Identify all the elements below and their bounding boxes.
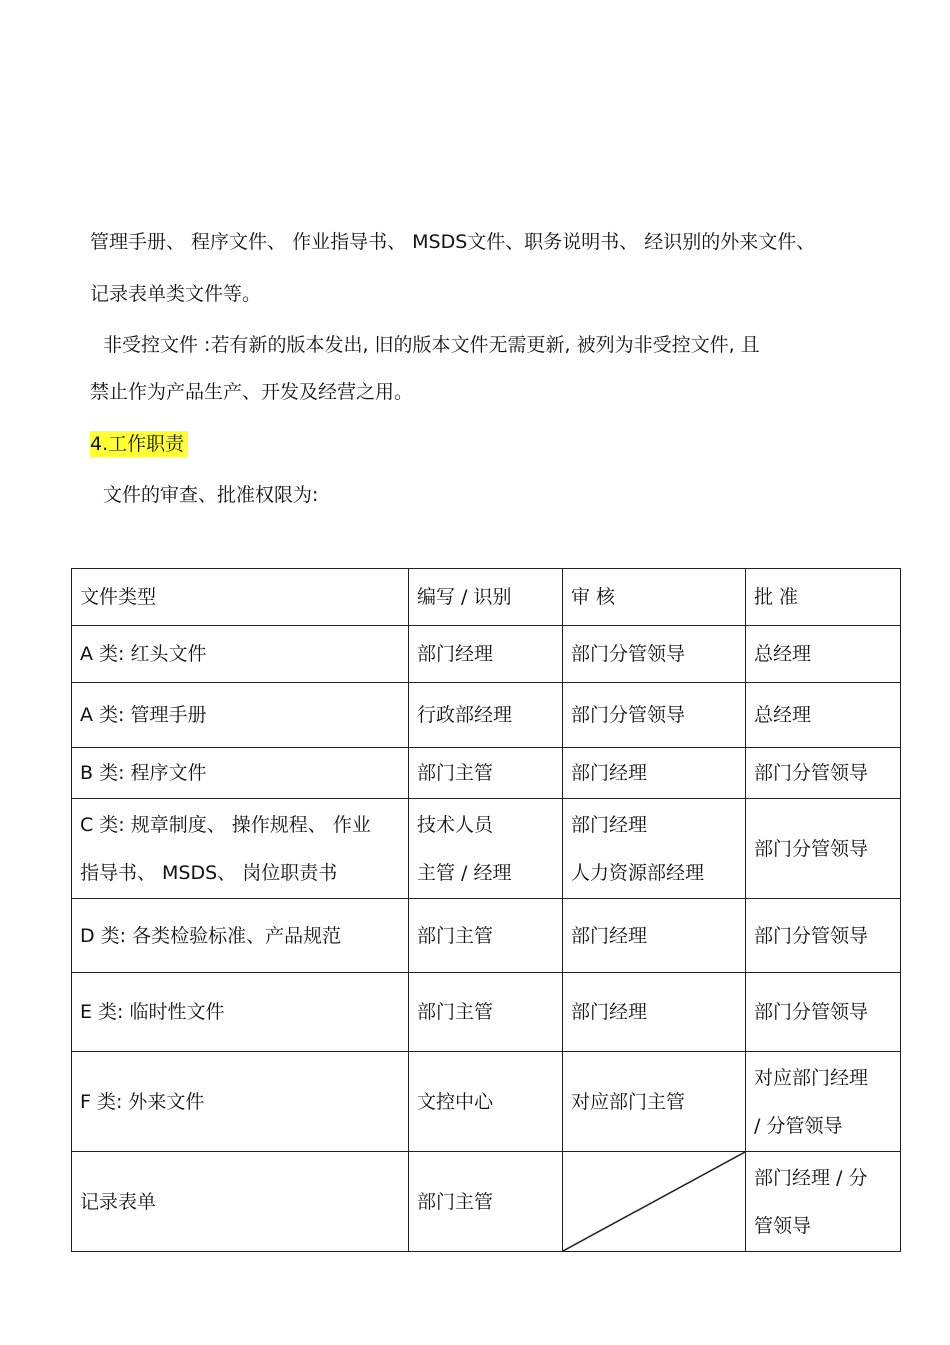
- cell-type: 记录表单: [72, 1152, 409, 1252]
- cell-review: 对应部门主管: [563, 1052, 746, 1152]
- table-header-row: [72, 569, 901, 626]
- section-heading: [90, 430, 188, 458]
- cell-review: 部门经理: [563, 899, 746, 973]
- paragraph-line: 非受控文件 :若有新的版本发出, 旧的版本文件无需更新, 被列为非受控文件, 且: [103, 334, 760, 356]
- cell-review: [563, 799, 746, 899]
- cell-type: [72, 799, 409, 899]
- cell-review: 部门经理: [563, 748, 746, 799]
- table-row: [72, 799, 901, 899]
- cell-line: 部门经理 / 分: [754, 1166, 868, 1189]
- cell-type: F 类: 外来文件: [72, 1052, 409, 1152]
- paragraph-line: 管理手册、 程序文件、 作业指导书、 MSDS文件、职务说明书、 经识别的外来文件、: [90, 231, 816, 253]
- cell-write: 部门主管: [409, 1152, 563, 1252]
- cell-review: 部门分管领导: [563, 683, 746, 748]
- cell-line: 人力资源部经理: [571, 861, 705, 884]
- cell-line: 对应部门经理: [754, 1066, 869, 1089]
- header-cell: 审 核: [563, 569, 746, 626]
- permission-table: [71, 568, 901, 1252]
- cell-write: [409, 799, 563, 899]
- cell-approve: [746, 1152, 901, 1252]
- cell-write: 文控中心: [409, 1052, 563, 1152]
- cell-type: D 类: 各类检验标准、产品规范: [72, 899, 409, 973]
- diagonal-slash: [563, 1152, 745, 1251]
- cell-write: 部门主管: [409, 899, 563, 973]
- table-row: [72, 1052, 901, 1152]
- header-cell: 批 准: [746, 569, 901, 626]
- cell-write: 部门主管: [409, 973, 563, 1052]
- cell-write: 行政部经理: [409, 683, 563, 748]
- cell-review-empty: [563, 1152, 746, 1252]
- cell-type: A 类: 管理手册: [72, 683, 409, 748]
- cell-approve: 总经理: [746, 626, 901, 683]
- cell-review: 部门经理: [563, 973, 746, 1052]
- cell-line: 管领导: [754, 1214, 812, 1237]
- header-cell: 文件类型: [72, 569, 409, 626]
- intro-text: 文件的审查、批准权限为:: [103, 484, 319, 506]
- cell-approve: 部门分管领导: [746, 973, 901, 1052]
- cell-line: 技术人员: [417, 813, 494, 836]
- cell-type: A 类: 红头文件: [72, 626, 409, 683]
- cell-line: 主管 / 经理: [417, 861, 512, 884]
- cell-write: 部门主管: [409, 748, 563, 799]
- table-row: [72, 899, 901, 973]
- table-row: [72, 973, 901, 1052]
- cell-line: / 分管领导: [754, 1114, 843, 1137]
- cell-approve: 部门分管领导: [746, 899, 901, 973]
- cell-line: 部门经理: [571, 813, 648, 836]
- cell-write: 部门经理: [409, 626, 563, 683]
- cell-review: 部门分管领导: [563, 626, 746, 683]
- cell-approve: [746, 1052, 901, 1152]
- cell-approve: 总经理: [746, 683, 901, 748]
- section-heading-text: 4.工作职责: [90, 431, 188, 457]
- table-row: [72, 748, 901, 799]
- cell-approve: 部门分管领导: [746, 799, 901, 899]
- paragraph-line: 记录表单类文件等。: [90, 283, 262, 305]
- cell-type: B 类: 程序文件: [72, 748, 409, 799]
- table-row: [72, 683, 901, 748]
- cell-approve: 部门分管领导: [746, 748, 901, 799]
- cell-type: E 类: 临时性文件: [72, 973, 409, 1052]
- header-cell: 编写 / 识别: [409, 569, 563, 626]
- paragraph-line: 禁止作为产品生产、开发及经营之用。: [90, 381, 414, 403]
- table-row: [72, 626, 901, 683]
- cell-line: 指导书、 MSDS、 岗位职责书: [80, 861, 338, 884]
- cell-line: C 类: 规章制度、 操作规程、 作业: [80, 813, 371, 836]
- table-row: [72, 1152, 901, 1252]
